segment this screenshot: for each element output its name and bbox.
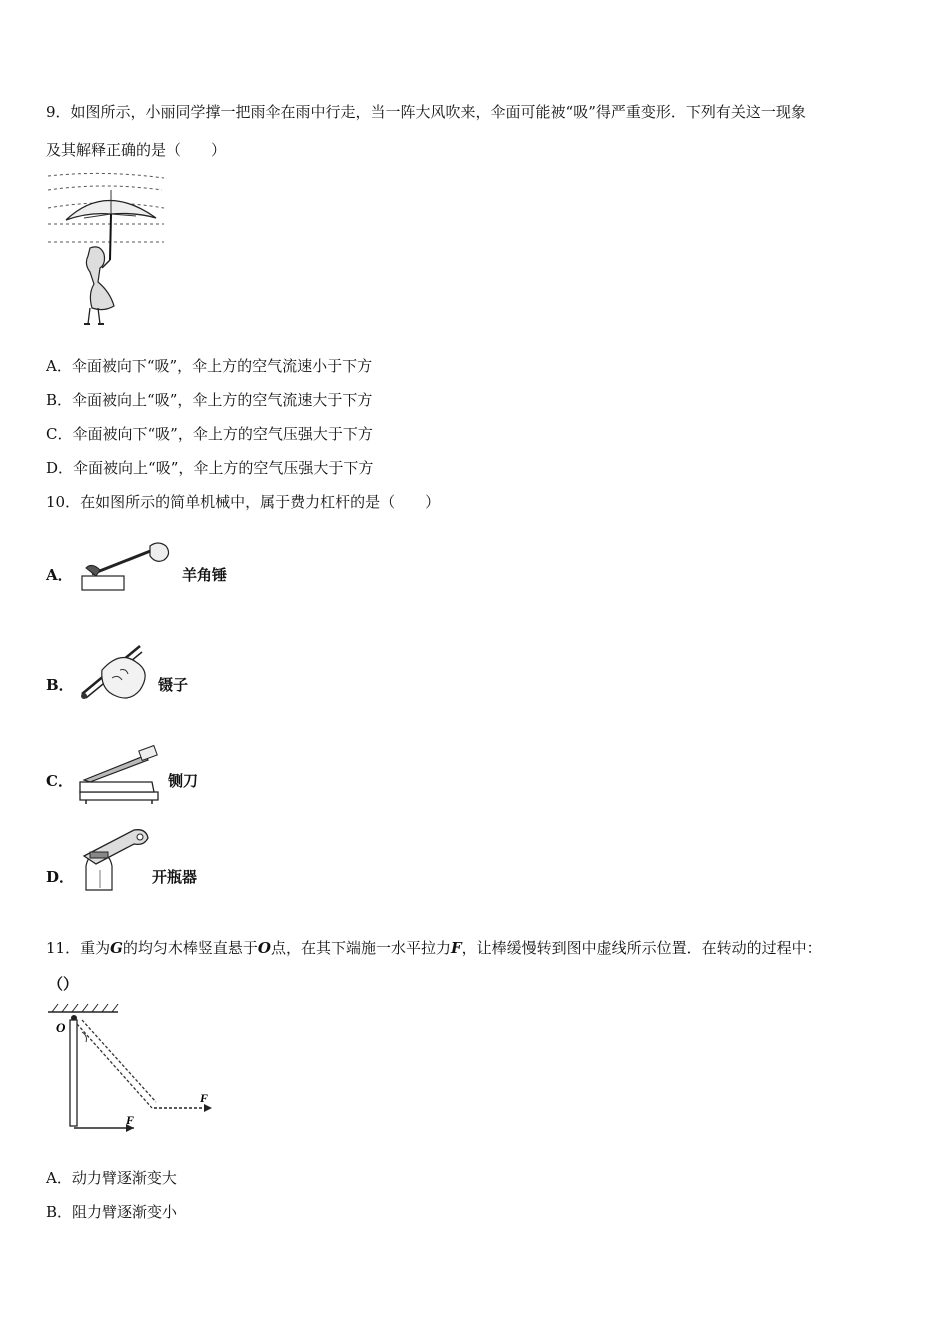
- q11-fig-label-f1: F: [126, 1113, 135, 1127]
- q11-stem-line2: （）: [48, 975, 79, 993]
- q11-stem-part-d: ，让棒缓慢转到图中虚线所示位置．在转动的过程中：: [461, 939, 822, 957]
- guillotine-cutter-figure: [74, 742, 164, 804]
- tweezers-figure: [72, 640, 156, 704]
- q9-option-b: B．伞面被向上“吸”，伞上方的空气流速大于下方: [46, 391, 373, 409]
- q11-lever-figure: [44, 1002, 220, 1144]
- q9-stem-line1: 9．如图所示，小丽同学撑一把雨伞在雨中行走，当一阵大风吹来，伞面可能被“吸”得严重变形．下列有关这一现象: [46, 103, 806, 121]
- q10-option-c-name: 铡刀: [168, 772, 199, 790]
- vertical-rod: [70, 1020, 77, 1126]
- q11-stem-part-a: 11．重为: [46, 939, 111, 957]
- q9-umbrella-figure: [44, 168, 174, 330]
- q11-fig-label-f2: F: [200, 1091, 209, 1105]
- q11-var-g: G: [110, 939, 123, 957]
- q10-option-d-letter: D．: [46, 868, 75, 886]
- q9-option-c: C．伞面被向下“吸”，伞上方的空气压强大于下方: [46, 425, 373, 443]
- q10-option-d-name: 开瓶器: [152, 868, 198, 886]
- q11-stem-part-c: 点，在其下端施一水平拉力: [271, 939, 452, 957]
- q10-option-b-letter: B．: [46, 676, 74, 694]
- q11-stem-line1: [46, 938, 822, 958]
- q11-option-b: B．阻力臂逐渐变小: [46, 1203, 178, 1221]
- q11-fig-label-o: O: [56, 1020, 66, 1035]
- q9-option-d: D．伞面被向上“吸”，伞上方的空气压强大于下方: [46, 459, 374, 477]
- q10-option-a-letter: A．: [46, 566, 73, 584]
- q11-stem-part-b: 的均匀木棒竖直悬于: [122, 939, 258, 957]
- q10-option-b-name: 镊子: [158, 676, 189, 694]
- rotated-rod-dashed: [77, 1020, 156, 1108]
- q11-option-a: A．动力臂逐渐变大: [46, 1169, 177, 1187]
- q9-option-a: A．伞面被向下“吸”，伞上方的空气流速小于下方: [46, 357, 373, 375]
- claw-hammer-figure: [78, 538, 178, 598]
- q10-option-c-letter: C．: [46, 772, 73, 790]
- q11-var-f: F: [451, 939, 462, 957]
- q10-stem: 10．在如图所示的简单机械中，属于费力杠杆的是（ ）: [46, 493, 441, 511]
- q11-var-o: O: [257, 939, 271, 957]
- bottle-opener-figure: [74, 826, 154, 894]
- q9-stem-line2: 及其解释正确的是（ ）: [46, 141, 227, 159]
- q10-option-a-name: 羊角锤: [182, 566, 228, 584]
